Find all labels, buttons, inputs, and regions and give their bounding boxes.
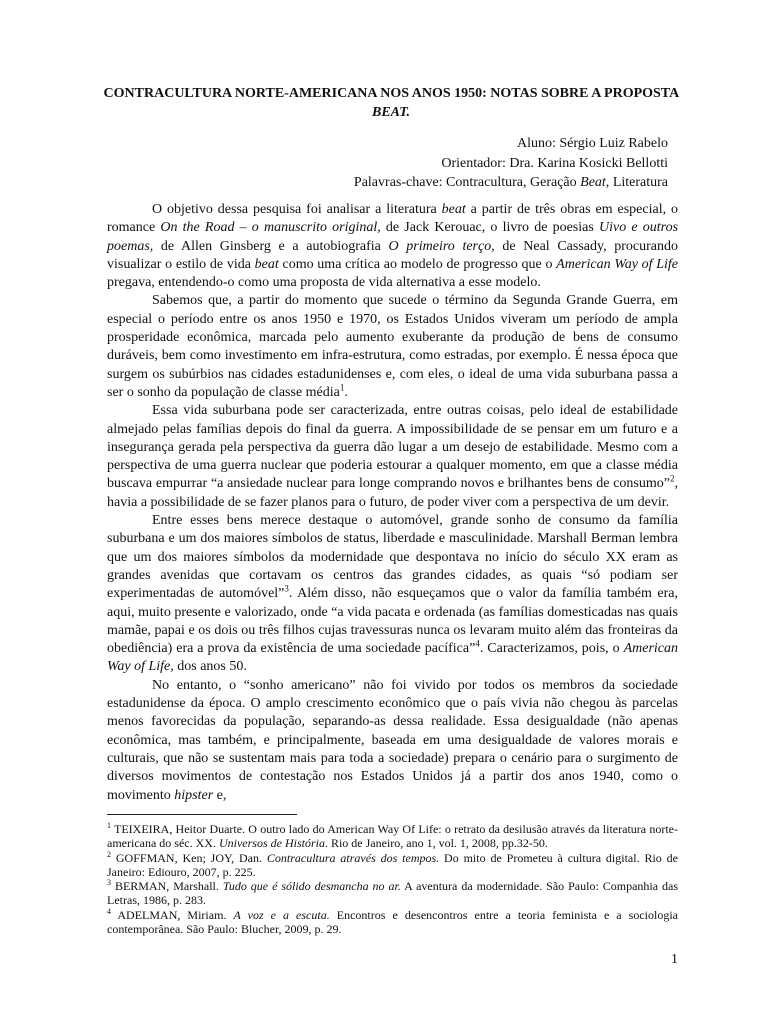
page-number: 1 [671, 952, 678, 967]
paragraph-text: No entanto, o “sonho americano” não foi vivido por todos os membros da sociedade estadunidense da época. O amplo crescimento econômico que o país vivia não chegou às parcelas menos favorecidas da população, separando-as dessa realidade. Essa desigualdade (não apenas econômica, mas também, e principalmente, baseada em uma desigualdade de valores morais e culturais, que não se sustentam mais para toda a sociedade) prepara o cenário para o surgimento de diversos movimentos de contestação nos Estados Unidos já a partir dos anos 1940, como o movimento [107, 677, 678, 803]
paragraph [107, 201, 678, 292]
title-text: CONTRACULTURA NORTE-AMERICANA NOS ANOS 1950: NOTAS SOBRE A PROPOSTA [103, 86, 679, 101]
paragraph-italic: O primeiro terço, [388, 238, 495, 254]
author-block [354, 134, 668, 193]
footnote-text: Encontros e desencontros entre a teoria feminista e a sociologia contemporânea. São Paulo: Blucher, 2009, p. 29. [107, 907, 679, 937]
footnote-ref[interactable]: 4 [475, 638, 480, 649]
paragraph-text: . [344, 384, 348, 400]
footnote-text: Do mito de Prometeu à cultura digital. Rio de Janeiro: Ediouro, 2007, p. 225. [107, 850, 679, 879]
footnote-separator [107, 814, 297, 815]
footnote-number: 3 [107, 878, 111, 888]
footnote [107, 908, 678, 937]
paragraph-italic: hipster [174, 787, 214, 803]
paragraph-text: de Allen Ginsberg e a autobiografia [153, 238, 389, 254]
footnote-ref[interactable]: 3 [284, 583, 289, 594]
paragraph-italic: American Way of Life, [107, 641, 679, 675]
paragraph-text: . Além disso, não esqueçamos que o valor da família também era, aqui, muito presente e valorizado, onde “a vida pacata e ordenada (as famílias domesticadas nas quais mamãe, papai e os dois ou três filhos cujas travessuras nunca os levaram muito além das fronteiras da obediência) era a prova da existência de uma sociedade pacífica” [107, 586, 678, 657]
footnote-italic: Tudo que é sólido desmancha no ar. [222, 879, 401, 894]
keywords-prefix: Palavras-chave: Contracultura, Geração [353, 175, 577, 190]
document-title [100, 84, 682, 122]
title-italic: BEAT. [371, 105, 410, 120]
footnote-number: 2 [107, 849, 111, 859]
paragraph-text: como uma crítica ao modelo de progresso que o [278, 256, 557, 272]
paragraph [107, 512, 678, 677]
paragraph-text: . Caracterizamos, pois, o [479, 641, 624, 657]
paragraph-text: , havia a possibilidade de se fazer planos para o futuro, de poder viver com a perspectiva de um devir. [107, 476, 678, 510]
student-line: Aluno: Sérgio Luiz Rabelo [517, 136, 668, 151]
paragraph-italic: On the Road – o manuscrito original, [160, 220, 381, 236]
paragraph-italic: Uivo e outros poemas, [107, 220, 679, 254]
footnote-text: A aventura da modernidade. São Paulo: Companhia das Letras, 1986, p. 283. [107, 879, 679, 908]
paragraph [107, 402, 678, 512]
footnote [107, 879, 678, 908]
paragraph-text: Essa vida suburbana pode ser caracterizada, entre outras coisas, pelo ideal de estabilidade almejado pelas famílias depois do final da guerra. A impossibilidade de se pensar em um futuro e a insegurança gerada pela perspectiva da guerra dão lugar a um desejo de estabilidade. Mesmo com a perspectiva de uma guerra nuclear que poderia estourar a qualquer momento, em que a classe média buscava empurrar “a ansiedade nuclear para longe comprando novos e brilhantes bens de consumo” [107, 403, 678, 492]
footnote-number: 1 [107, 821, 111, 830]
footnotes [107, 822, 678, 936]
paragraph [107, 292, 678, 402]
paragraph-italic: beat [441, 202, 466, 217]
advisor-line: Orientador: Dra. Karina Kosicki Bellotti [441, 155, 668, 171]
footnote-text: BERMAN, Marshall. [114, 879, 223, 894]
footnote-italic: Contracultura através dos tempos. [266, 850, 440, 865]
paragraph-text: a partir de três obras em especial, o romance [107, 202, 678, 236]
footnote-ref[interactable]: 1 [339, 382, 345, 393]
paragraph-text: de Jack Kerouac, o livro de poesias [380, 220, 599, 236]
footnote-text: TEIXEIRA, Heitor Duarte. O outro lado do American Way Of Life: o retrato da desilusão através da literatura norte-americana do séc. XX. [107, 822, 678, 851]
paragraph-italic: beat [254, 256, 279, 272]
body-text [107, 201, 678, 805]
keywords-line [354, 173, 668, 193]
paragraph-text: Sabemos que, a partir do momento que sucede o término da Segunda Grande Guerra, em especial o período entre os anos 1950 e 1970, os Estados Unidos viveram um período de ampla prosperidade econômica, marcada pelo aumento exuberante da produção de bens de consumo duráveis, bem como investimento em infra-estrutura, como estradas, por exemplo. É nessa época que surgem os subúrbios nas cidades estadunidenses e, com eles, o ideal de uma vida suburbana passa a ser o sonho da população de classe média [107, 293, 678, 400]
paragraph-text: de Neal Cassady, procurando visualizar o estilo de vida [107, 238, 678, 272]
paragraph-text: O objetivo dessa pesquisa foi analisar a literatura [152, 202, 442, 217]
keywords-suffix: Literatura [612, 175, 668, 190]
paragraph-text: dos anos 50. [173, 659, 247, 675]
footnote-number: 4 [107, 906, 111, 916]
footnote [107, 822, 678, 851]
paragraph-text: e, [213, 787, 227, 803]
paragraph-text: pregava, entendendo-o como uma proposta de vida alternativa a esse modelo. [107, 275, 541, 291]
paragraph-italic: American Way of Life [556, 256, 679, 272]
paragraph [107, 677, 678, 805]
footnote-text: . Rio de Janeiro, ano 1, vol. 1, 2008, pp.32-50. [324, 836, 548, 851]
footnote-ref[interactable]: 2 [670, 473, 675, 484]
footnote [107, 851, 678, 880]
paragraph-text: Entre esses bens merece destaque o automóvel, grande sonho de consumo da família suburbana e um dos maiores símbolos de status, liberdade e masculinidade. Marshall Berman lembra que um dos maiores símbolos da modernidade que despontava no início do século XX eram as grandes avenidas que cortavam os centros das grandes cidades, as quais “só podiam ser experimentadas de automóvel” [107, 513, 678, 602]
footnote-text: ADELMAN, Miriam. [117, 907, 234, 922]
footnote-italic: Universos de História [218, 836, 325, 851]
footnote-italic: A voz e a escuta. [233, 907, 330, 922]
keywords-italic: Beat, [580, 175, 610, 190]
footnote-text: GOFFMAN, Ken; JOY, Dan. [115, 850, 267, 865]
